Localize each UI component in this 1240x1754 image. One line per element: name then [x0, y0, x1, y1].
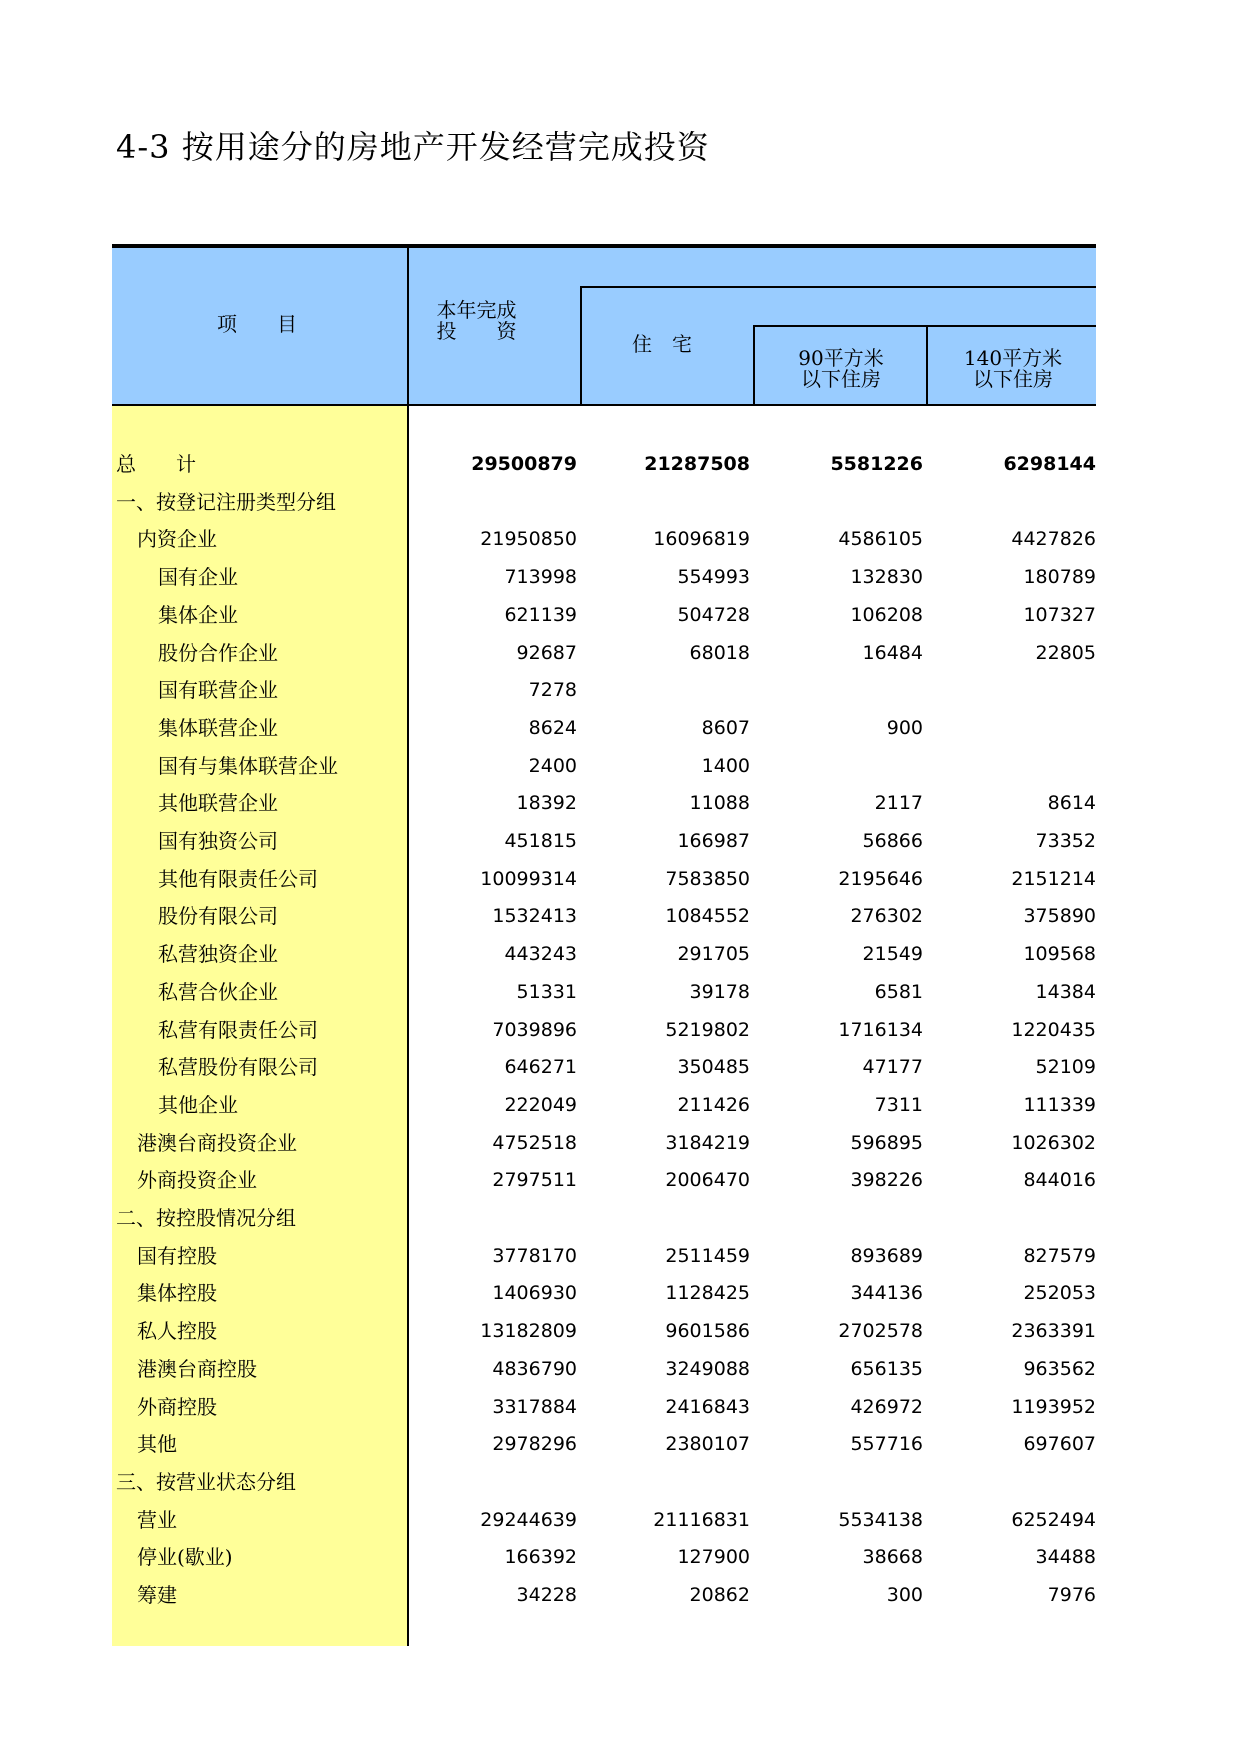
row-label: 私人控股	[137, 1319, 217, 1344]
cell-value: 1193952	[1011, 1395, 1096, 1418]
row-label: 集体企业	[158, 602, 238, 627]
cell-value: 10099314	[480, 867, 577, 890]
cell-value: 21116831	[653, 1508, 750, 1531]
cell-value: 2380107	[665, 1433, 750, 1456]
cell-value: 38668	[862, 1546, 923, 1569]
cell-value: 893689	[850, 1244, 923, 1267]
cell-value: 1084552	[665, 905, 750, 928]
cell-value: 4586105	[838, 528, 923, 551]
header-divider	[407, 248, 409, 406]
cell-value	[412, 484, 577, 522]
cell-value: 109568	[1023, 943, 1096, 966]
table-row	[112, 1502, 1096, 1540]
cell-value: 20862	[689, 1584, 750, 1606]
cell-value	[585, 1464, 750, 1502]
row-label: 港澳台商控股	[137, 1356, 257, 1381]
table-row	[112, 484, 1096, 522]
table-row	[112, 672, 1096, 710]
cell-value: 344136	[850, 1282, 923, 1305]
row-label: 总 计	[116, 452, 196, 476]
row-label: 内资企业	[137, 527, 217, 552]
table-row	[112, 748, 1096, 786]
row-label: 国有与集体联营企业	[158, 753, 338, 778]
cell-value	[931, 1200, 1096, 1238]
row-label: 集体联营企业	[158, 715, 278, 740]
cell-value: 1128425	[665, 1282, 750, 1305]
table-header	[112, 248, 1096, 406]
cell-value: 8607	[701, 716, 750, 739]
cell-value: 827579	[1023, 1244, 1096, 1267]
cell-value: 1026302	[1011, 1131, 1096, 1154]
cell-value: 398226	[850, 1169, 923, 1192]
cell-value: 451815	[504, 830, 577, 852]
cell-value: 4752518	[492, 1131, 577, 1154]
cell-value: 21950850	[480, 528, 577, 551]
cell-value: 2978296	[492, 1433, 577, 1456]
header-under-90: 90平方米 以下住房	[798, 346, 884, 391]
table-row	[112, 1125, 1096, 1163]
table-row	[112, 823, 1096, 861]
table-row	[112, 1464, 1096, 1502]
cell-value: 300	[886, 1584, 923, 1606]
cell-value	[758, 672, 923, 710]
cell-value: 127900	[677, 1546, 750, 1569]
cell-value	[585, 484, 750, 522]
row-label: 三、按营业状态分组	[116, 1469, 296, 1494]
cell-value: 166987	[677, 830, 750, 852]
cell-value: 34228	[516, 1584, 577, 1606]
cell-value: 7583850	[665, 867, 750, 890]
cell-value	[412, 1464, 577, 1502]
cell-value: 375890	[1023, 905, 1096, 928]
cell-value: 2363391	[1011, 1320, 1096, 1343]
table-row	[112, 1389, 1096, 1427]
cell-value: 900	[886, 716, 923, 739]
cell-value: 29500879	[471, 453, 577, 475]
cell-value: 52109	[1035, 1056, 1096, 1079]
cell-value: 844016	[1023, 1169, 1096, 1192]
cell-value: 1220435	[1011, 1018, 1096, 1041]
cell-value	[931, 1464, 1096, 1502]
cell-value: 1716134	[838, 1018, 923, 1041]
cell-value: 291705	[677, 943, 750, 966]
cell-value: 2006470	[665, 1169, 750, 1192]
cell-value: 29244639	[480, 1508, 577, 1531]
table-row	[112, 1012, 1096, 1050]
table-row	[112, 559, 1096, 597]
cell-value: 2511459	[665, 1244, 750, 1267]
row-label: 私营有限责任公司	[158, 1017, 318, 1042]
header-divider	[753, 325, 755, 406]
cell-value: 34488	[1035, 1546, 1096, 1569]
cell-value: 132830	[850, 566, 923, 589]
cell-value: 656135	[850, 1357, 923, 1380]
row-label: 停业(歇业)	[137, 1545, 233, 1570]
cell-value: 73352	[1035, 830, 1096, 852]
cell-value: 963562	[1023, 1357, 1096, 1380]
cell-value: 350485	[677, 1056, 750, 1079]
cell-value: 2797511	[492, 1169, 577, 1192]
cell-value: 3249088	[665, 1357, 750, 1380]
row-label: 其他企业	[158, 1092, 238, 1117]
cell-value: 2400	[528, 754, 577, 777]
row-label: 外商投资企业	[137, 1168, 257, 1193]
cell-value: 6581	[874, 980, 923, 1003]
table-row	[112, 974, 1096, 1012]
cell-value: 1406930	[492, 1282, 577, 1305]
cell-value	[758, 1464, 923, 1502]
row-label: 筹建	[137, 1583, 177, 1607]
row-label: 国有控股	[137, 1243, 217, 1268]
cell-value: 621139	[504, 603, 577, 626]
cell-value: 596895	[850, 1131, 923, 1154]
cell-value: 13182809	[480, 1320, 577, 1343]
table-row	[112, 597, 1096, 635]
cell-value: 7278	[528, 679, 577, 702]
table-row	[112, 1049, 1096, 1087]
row-label: 私营独资企业	[158, 942, 278, 967]
cell-value: 554993	[677, 566, 750, 589]
table-row	[112, 635, 1096, 673]
cell-value: 276302	[850, 905, 923, 928]
cell-value: 5219802	[665, 1018, 750, 1041]
header-residential: 住 宅	[632, 332, 692, 356]
header-under-140: 140平方米 以下住房	[963, 346, 1063, 391]
row-label: 其他	[137, 1432, 177, 1457]
row-label: 国有独资公司	[158, 829, 278, 853]
table-row	[112, 1351, 1096, 1389]
cell-value: 21287508	[644, 453, 750, 475]
cell-value: 16484	[862, 641, 923, 664]
row-label: 外商控股	[137, 1394, 217, 1419]
cell-value: 2151214	[1011, 867, 1096, 890]
row-label: 港澳台商投资企业	[137, 1130, 297, 1155]
table-row	[112, 1162, 1096, 1200]
cell-value: 713998	[504, 566, 577, 589]
cell-value: 180789	[1023, 566, 1096, 589]
cell-value	[585, 672, 750, 710]
cell-value: 504728	[677, 603, 750, 626]
cell-value: 9601586	[665, 1320, 750, 1343]
cell-value: 106208	[850, 603, 923, 626]
cell-value: 5534138	[838, 1508, 923, 1531]
row-label: 私营合伙企业	[158, 979, 278, 1004]
cell-value	[585, 1200, 750, 1238]
row-label: 私营股份有限公司	[158, 1055, 318, 1080]
row-label: 集体控股	[137, 1281, 217, 1306]
cell-value	[758, 484, 923, 522]
table-row	[112, 1577, 1096, 1615]
cell-value: 56866	[862, 830, 923, 852]
cell-value: 47177	[862, 1056, 923, 1079]
cell-value	[758, 748, 923, 786]
cell-value: 166392	[504, 1546, 577, 1569]
row-label: 二、按控股情况分组	[116, 1206, 296, 1230]
cell-value: 4427826	[1011, 528, 1096, 551]
cell-value: 6298144	[1003, 453, 1096, 475]
row-label: 其他有限责任公司	[158, 866, 318, 891]
table-row	[112, 1313, 1096, 1351]
table-row	[112, 1426, 1096, 1464]
row-label: 国有企业	[158, 565, 238, 590]
cell-value: 92687	[516, 641, 577, 664]
cell-value: 3778170	[492, 1244, 577, 1267]
table-row	[112, 1200, 1096, 1238]
header-divider	[580, 286, 1096, 288]
row-label: 国有联营企业	[158, 678, 278, 703]
cell-value: 3317884	[492, 1395, 577, 1418]
cell-value: 2702578	[838, 1320, 923, 1343]
table-row	[112, 1087, 1096, 1125]
table-row	[112, 936, 1096, 974]
cell-value: 39178	[689, 980, 750, 1003]
cell-value	[412, 1200, 577, 1238]
cell-value	[758, 1200, 923, 1238]
cell-value: 14384	[1035, 980, 1096, 1003]
row-label: 营业	[137, 1507, 177, 1532]
table-row	[112, 1238, 1096, 1276]
cell-value: 16096819	[653, 528, 750, 551]
cell-value: 51331	[516, 980, 577, 1003]
cell-value	[931, 484, 1096, 522]
cell-value: 8624	[528, 716, 577, 739]
cell-value: 557716	[850, 1433, 923, 1456]
table-row	[112, 785, 1096, 823]
cell-value	[931, 710, 1096, 748]
cell-value: 11088	[689, 792, 750, 815]
cell-value: 211426	[677, 1093, 750, 1116]
header-divider	[580, 286, 582, 406]
cell-value: 22805	[1035, 641, 1096, 664]
header-divider	[926, 325, 928, 406]
cell-value	[931, 748, 1096, 786]
cell-value: 222049	[504, 1093, 577, 1116]
cell-value: 6252494	[1011, 1508, 1096, 1531]
cell-value: 2195646	[838, 867, 923, 890]
cell-value: 2416843	[665, 1395, 750, 1418]
cell-value	[931, 672, 1096, 710]
row-label: 股份有限公司	[158, 904, 278, 929]
cell-value: 646271	[504, 1056, 577, 1079]
header-item: 项 目	[217, 312, 297, 336]
cell-value: 426972	[850, 1395, 923, 1418]
cell-value: 443243	[504, 943, 577, 966]
cell-value: 4836790	[492, 1357, 577, 1380]
cell-value: 8614	[1047, 792, 1096, 815]
cell-value: 5581226	[830, 453, 923, 475]
table-row	[112, 1275, 1096, 1313]
cell-value: 68018	[689, 641, 750, 664]
header-divider	[753, 325, 1096, 327]
cell-value: 3184219	[665, 1131, 750, 1154]
table-row	[112, 861, 1096, 899]
cell-value: 7976	[1047, 1584, 1096, 1606]
cell-value: 111339	[1023, 1093, 1096, 1116]
cell-value: 252053	[1023, 1282, 1096, 1305]
cell-value: 107327	[1023, 603, 1096, 626]
cell-value: 7311	[874, 1093, 923, 1116]
table-row	[112, 521, 1096, 559]
table-row	[112, 710, 1096, 748]
row-label: 一、按登记注册类型分组	[116, 489, 336, 514]
cell-value: 1532413	[492, 905, 577, 928]
table-row	[112, 446, 1096, 484]
cell-value: 18392	[516, 792, 577, 815]
page-title: 4-3 按用途分的房地产开发经营完成投资	[116, 128, 710, 166]
header-total-investment: 本年完成 投 资	[436, 298, 517, 343]
row-label: 股份合作企业	[158, 640, 278, 665]
row-label: 其他联营企业	[158, 791, 278, 816]
cell-value: 2117	[874, 792, 923, 815]
cell-value: 21549	[862, 943, 923, 966]
table-row	[112, 898, 1096, 936]
table-row	[112, 1539, 1096, 1577]
cell-value: 7039896	[492, 1018, 577, 1041]
cell-value: 697607	[1023, 1433, 1096, 1456]
cell-value: 1400	[701, 754, 750, 777]
